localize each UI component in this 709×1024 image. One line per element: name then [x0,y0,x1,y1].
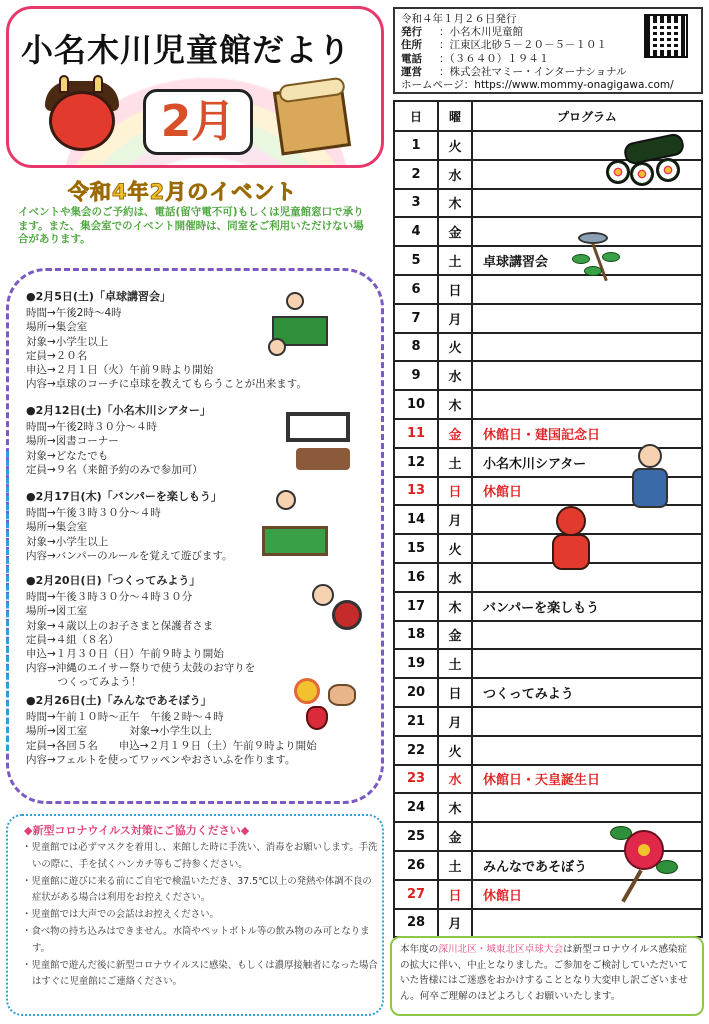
event-block [26,490,233,563]
calendar-program-cell: バンパーを楽しもう [472,592,702,621]
calendar-day-cell: 20 [394,678,438,707]
calendar-program-cell [472,736,702,765]
calendar-day-cell: 17 [394,592,438,621]
calendar-weekday-cell: 木 [438,592,472,621]
event-line: 時間→午後３時３０分～４時 [26,507,161,520]
calendar-row [394,678,702,707]
event-block [26,290,307,391]
calendar-day-cell: 25 [394,822,438,851]
calendar-weekday-cell: 火 [438,131,472,160]
calendar-weekday-cell: 日 [438,275,472,304]
covid-notice-box [6,814,384,1016]
calendar-program-cell [472,390,702,419]
event-line: つくってみよう！ [26,676,142,689]
theater-audience-illustration [296,448,350,470]
calendar-weekday-cell: 土 [438,851,472,880]
calendar-weekday-cell: 木 [438,390,472,419]
event-heading: ●2月5日(土)「卓球講習会」 [26,290,171,303]
calendar-weekday-cell: 火 [438,333,472,362]
calendar-weekday-cell: 月 [438,304,472,333]
calendar-program-cell [472,909,702,938]
calendar-day-cell: 23 [394,765,438,794]
calendar-weekday-cell: 金 [438,217,472,246]
calendar-row [394,909,702,938]
eisa-dancer-illustration [312,584,334,606]
event-line: 内容→バンパーのルールを覚えて遊びます。 [26,549,233,562]
calendar-day-cell: 11 [394,419,438,448]
calendar-day-cell: 4 [394,217,438,246]
calendar-weekday-cell: 水 [438,361,472,390]
felt-strawberry-illustration [306,706,328,730]
calendar-program-cell [472,707,702,736]
calendar-row [394,707,702,736]
newsletter-title: 小名木川児童館だより [21,31,352,69]
calendar-program-cell [472,361,702,390]
calendar-weekday-cell: 土 [438,246,472,275]
oni-horn-icon [59,75,69,93]
calendar-row [394,736,702,765]
event-line: 定員→各回５名 申込→２月１９日（土）午前９時より開始 [26,739,317,752]
eisa-drum-illustration [332,600,362,630]
calendar-day-cell: 24 [394,793,438,822]
calendar-weekday-cell: 金 [438,822,472,851]
calendar-program-cell: みんなであそぼう [472,851,702,880]
camellia-flower-illustration [610,816,682,906]
event-line: 対象→どなたでも [26,449,109,462]
tournament-cancellation-notice: 本年度の深川北区・城東北区卓球大会は新型コロナウイルス感染症の拡大に伴い、中止となりました。ご参加をご検討していただいていた皆様にはご迷惑をおかけすることとなり大変申し訳ございません。何卒ご理解のほどよろしくお願いいたします。 [390,936,704,1016]
calendar-weekday-cell: 木 [438,189,472,218]
calendar-program-cell: 卓球講習会 [472,246,702,275]
calendar-row [394,189,702,218]
bumper-pool-table-illustration [262,526,328,556]
event-line: 対象→４歳以上のお子さまと保護者さま [26,619,214,632]
event-line: 対象→小学生以上 [26,335,109,348]
calendar-weekday-cell: 月 [438,909,472,938]
event-line: 定員→９名（来館予約のみで参加可） [26,463,203,476]
felt-flower-illustration [294,678,320,704]
event-line: 時間→午後３時３０分～４時３０分 [26,591,193,604]
info-row: 住所 ：江東区北砂５－２０－５－１０１ [401,39,607,52]
calendar-day-cell: 15 [394,534,438,563]
calendar-day-cell: 18 [394,621,438,650]
calendar-day-cell: 7 [394,304,438,333]
event-line: 場所→図工室 [26,605,88,618]
calendar-weekday-cell: 金 [438,621,472,650]
ping-pong-player-illustration [268,338,286,356]
calendar-day-cell: 1 [394,131,438,160]
homepage-link[interactable]: ホームページ：https://www.mommy-onagigawa.com/ [401,79,674,92]
event-block [26,694,317,767]
event-line: 申込→２月１日（火）午前９時より開始 [26,364,214,377]
calendar-row [394,275,702,304]
calendar-weekday-cell: 火 [438,534,472,563]
calendar-program-cell: 休館日 [472,477,702,506]
events-title: 令和4年2月のイベント [68,180,298,204]
red-oni-illustration [534,500,610,580]
calendar-weekday-cell: 金 [438,419,472,448]
event-heading: ●2月12日(土)「小名木川シアター」 [26,404,211,417]
weekday-header: 曜 [438,101,472,131]
day-header: 日 [394,101,438,131]
calendar-row [394,621,702,650]
header-banner [6,6,384,168]
oni-illustration [49,91,115,151]
month-label: 2月 [143,89,253,155]
covid-list [20,840,380,991]
event-line: 場所→集会室 [26,521,88,534]
qr-code-icon[interactable] [644,14,688,58]
covid-item: ・児童館に遊びに来る前にご自宅で検温いただき、37.5℃以上の発熱や体調不良の症状がある場合は利用をお控えください。 [22,875,372,904]
calendar-weekday-cell: 土 [438,448,472,477]
calendar-program-cell: 小名木川シアター [472,448,702,477]
calendar-program-cell [472,189,702,218]
event-line: 申込→１月３０日（日）午前９時より開始 [26,648,224,661]
covid-item: ・児童館では大声での会話はお控えください。 [22,909,219,921]
calendar-program-cell: 休館日 [472,880,702,909]
calendar-weekday-cell: 月 [438,707,472,736]
calendar-day-cell: 19 [394,649,438,678]
calendar-header-row [394,101,702,131]
calendar-row [394,361,702,390]
info-row: 運営 ：株式会社マミー・インターナショナル [401,65,627,78]
event-line: 場所→図書コーナー [26,435,119,448]
calendar-row [394,592,702,621]
calendar-day-cell: 28 [394,909,438,938]
calendar-day-cell: 12 [394,448,438,477]
event-line: 対象→小学生以上 [26,535,109,548]
covid-item: ・児童館では必ずマスクを着用し、来館した時に手洗い、消毒をお願いします。手洗いの際に、手を拭くハンカチ等もご持参ください。 [22,842,378,870]
calendar-day-cell: 14 [394,505,438,534]
calendar-weekday-cell: 土 [438,649,472,678]
calendar-row [394,333,702,362]
event-line: 内容→卓球のコーチに卓球を教えてもらうことが出来ます。 [26,378,307,391]
calendar-weekday-cell: 月 [438,505,472,534]
calendar-weekday-cell: 日 [438,880,472,909]
calendar-weekday-cell: 木 [438,793,472,822]
info-row: 発行 ：小名木川児童館 [401,26,523,39]
calendar-program-cell [472,304,702,333]
calendar-row [394,390,702,419]
calendar-row [394,765,702,794]
calendar-program-cell: 休館日・天皇誕生日 [472,765,702,794]
calendar-program-cell [472,649,702,678]
calendar-day-cell: 13 [394,477,438,506]
calendar-program-cell [472,621,702,650]
calendar-row [394,246,702,275]
calendar-weekday-cell: 水 [438,765,472,794]
calendar-program-cell: 休館日・建国記念日 [472,419,702,448]
felt-dog-illustration [328,684,356,706]
calendar-day-cell: 5 [394,246,438,275]
calendar-weekday-cell: 水 [438,563,472,592]
calendar-weekday-cell: 日 [438,678,472,707]
calendar-day-cell: 10 [394,390,438,419]
calendar-day-cell: 22 [394,736,438,765]
calendar-weekday-cell: 日 [438,477,472,506]
calendar-day-cell: 2 [394,160,438,189]
event-line: 時間→午後2時３０分～４時 [26,421,157,434]
calendar-day-cell: 26 [394,851,438,880]
calendar-weekday-cell: 火 [438,736,472,765]
calendar-day-cell: 6 [394,275,438,304]
event-heading: ●2月17日(木)「バンパーを楽しもう」 [26,490,222,503]
event-block [26,404,211,477]
calendar-row [394,649,702,678]
ehomaki-sushi-illustration [606,138,690,188]
tournament-name: 深川北区・城東北区卓球大会 [438,944,564,955]
covid-title: ◆新型コロナウイルス対策にご協力ください◆ [24,824,250,837]
oni-horn-icon [93,75,103,93]
calendar-program-cell: つくってみよう [472,678,702,707]
event-line: 場所→集会室 [26,321,88,334]
calendar-row [394,217,702,246]
info-row: 電話 ：（３６４０）１９４１ [401,52,550,65]
calendar-day-cell: 16 [394,563,438,592]
calendar-program-cell [472,333,702,362]
event-line: 時間→午後2時～4時 [26,307,122,320]
calendar-day-cell: 9 [394,361,438,390]
reservation-notice: イベントや集会のご予約は、電話(留守電不可)もしくは児童館窓口で承ります。また、集会室でのイベント開催時は、同室をご利用いただけない場合があります。 [18,206,364,245]
calendar-day-cell: 8 [394,333,438,362]
event-line: 内容→フェルトを使ってワッペンやおさいふを作ります。 [26,753,296,766]
event-line: 定員→２０名 [26,349,88,362]
sardine-holly-illustration [568,232,632,284]
covid-item: ・食べ物の持ち込みはできません。水筒やペットボトル等の飲み物のみ可となります。 [22,925,370,954]
event-line: 場所→図工室 対象→小学生以上 [26,725,212,738]
calendar-day-cell: 3 [394,189,438,218]
calendar-day-cell: 27 [394,880,438,909]
covid-item: ・児童館で遊んだ後に新型コロナウイルスに感染、もしくは濃厚接触者になった場合はすぐに児童館にご連絡ください。 [22,959,378,988]
calendar-row [394,304,702,333]
ping-pong-player-illustration [286,292,304,310]
calendar-day-cell: 21 [394,707,438,736]
event-line: 内容→沖縄のエイサー祭りで使う太鼓のお守りを [26,662,256,675]
issue-date: 令和４年１月２６日発行 [401,13,517,25]
calendar-weekday-cell: 水 [438,160,472,189]
event-line: 時間→午前１０時～正午 午後２時～４時 [26,711,224,724]
event-line: 定員→４組（８名） [26,633,119,646]
event-heading: ●2月26日(土)「みんなであそぼう」 [26,694,212,707]
program-header: プログラム [472,101,702,131]
event-block [26,574,255,690]
storyteller-illustration [626,440,674,512]
bumper-player-illustration [276,490,296,510]
theater-screen-illustration [286,412,350,442]
event-heading: ●2月20日(日)「つくってみよう」 [26,574,201,587]
